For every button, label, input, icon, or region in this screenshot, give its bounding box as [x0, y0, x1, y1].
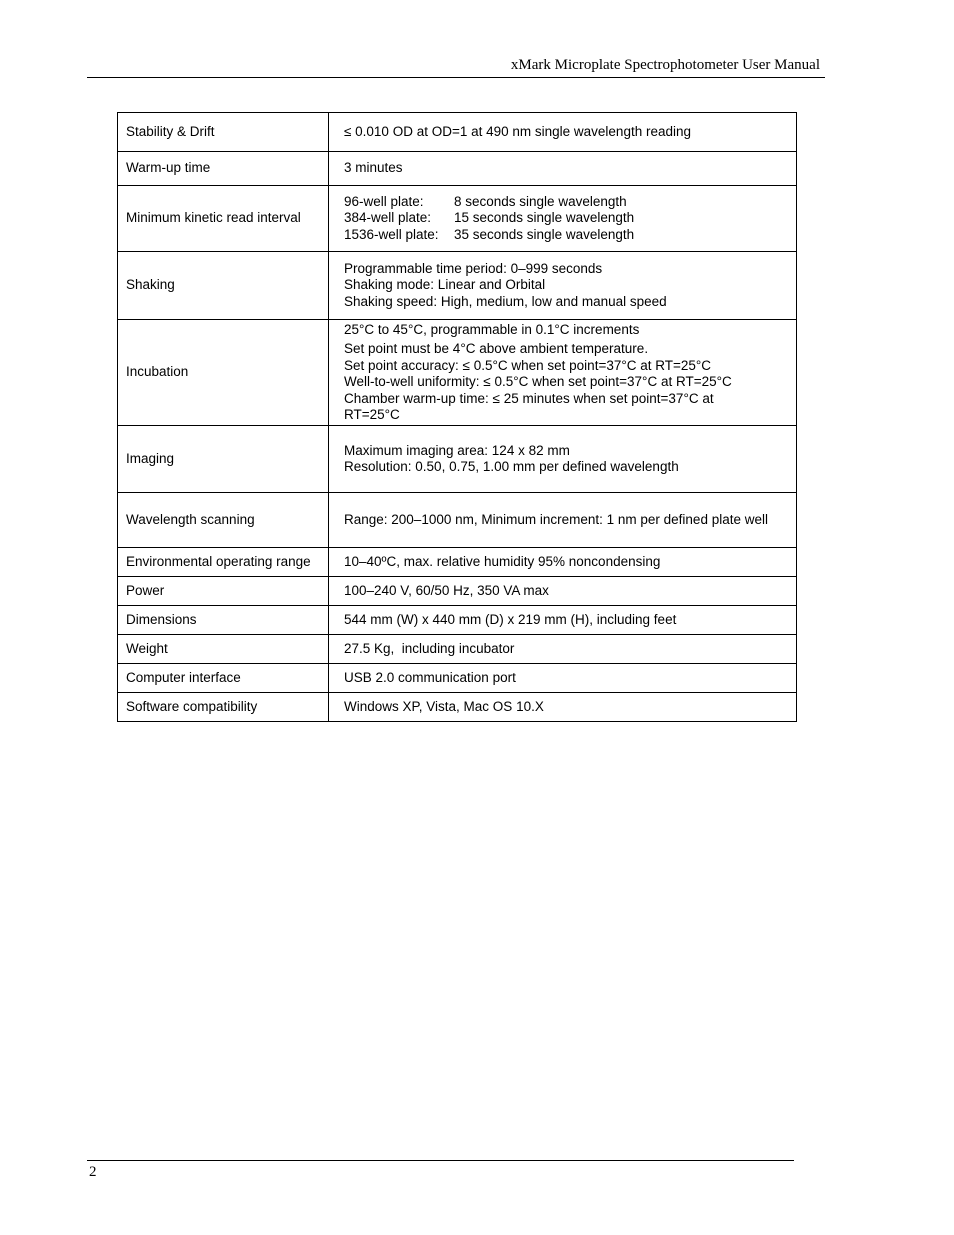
spec-value: 544 mm (W) x 440 mm (D) x 219 mm (H), including feet [329, 606, 797, 635]
plate-type: 384-well plate: [344, 210, 432, 226]
table-row [118, 606, 797, 635]
spec-value: Range: 200–1000 nm, Minimum increment: 1 nm per defined plate well [329, 493, 797, 548]
spec-label: Stability & Drift [118, 113, 329, 152]
spec-label: Warm-up time [118, 152, 329, 186]
spec-line: Well-to-well uniformity: ≤ 0.5°C when set point=37°C at RT=25°C [344, 374, 732, 389]
spec-value: 27.5 Kg, including incubator [329, 635, 797, 664]
table-row [118, 577, 797, 606]
spec-label: Dimensions [118, 606, 329, 635]
spec-line: Programmable time period: 0–999 seconds [344, 260, 603, 276]
table-row [118, 252, 797, 320]
spec-label: Weight [118, 635, 329, 664]
spec-line: Chamber warm-up time: ≤ 25 minutes when set point=37°C at [344, 390, 714, 406]
spec-label: Shaking [118, 252, 329, 320]
spec-value [329, 186, 797, 252]
table-row [118, 664, 797, 693]
kinetic-line [344, 210, 790, 227]
spec-value: 10–40ºC, max. relative humidity 95% noncondensing [329, 548, 797, 577]
spec-label: Power [118, 577, 329, 606]
table-row [118, 113, 797, 152]
spec-label: Computer interface [118, 664, 329, 693]
spec-value: ≤ 0.010 OD at OD=1 at 490 nm single wavelength reading [329, 113, 797, 152]
specifications-table [117, 112, 797, 722]
spec-value: 100–240 V, 60/50 Hz, 350 VA max [329, 577, 797, 606]
plate-type: 1536-well plate: [344, 226, 439, 242]
spec-line: Set point accuracy: ≤ 0.5°C when set point=37°C at RT=25°C [344, 357, 712, 373]
spec-value: Windows XP, Vista, Mac OS 10.X [329, 693, 797, 722]
spec-label: Wavelength scanning [118, 493, 329, 548]
spec-label: Software compatibility [118, 693, 329, 722]
spec-line: Shaking speed: High, medium, low and manual speed [344, 293, 667, 309]
kinetic-line [344, 194, 790, 211]
table-row [118, 548, 797, 577]
spec-label: Minimum kinetic read interval [118, 186, 329, 252]
spec-line: Resolution: 0.50, 0.75, 1.00 mm per defined wavelength [344, 459, 679, 474]
header-rule [87, 77, 825, 78]
spec-line: Set point must be 4°C above ambient temperature. [344, 341, 649, 356]
spec-value [329, 320, 797, 426]
spec-value: 3 minutes [329, 152, 797, 186]
spec-value: USB 2.0 communication port [329, 664, 797, 693]
kinetic-line [344, 227, 790, 244]
table-row [118, 152, 797, 186]
table-row [118, 186, 797, 252]
page-number: 2 [89, 1164, 97, 1180]
spec-line: Shaking mode: Linear and Orbital [344, 277, 546, 293]
footer-rule [87, 1160, 794, 1161]
spec-label: Imaging [118, 426, 329, 493]
spec-line: RT=25°C [344, 407, 400, 422]
read-interval: 15 seconds single wavelength [454, 210, 635, 226]
spec-line: Maximum imaging area: 124 x 82 mm [344, 442, 570, 458]
table-row [118, 693, 797, 722]
table-row [118, 426, 797, 493]
spec-label: Environmental operating range [118, 548, 329, 577]
spec-label: Incubation [118, 320, 329, 426]
table-row [118, 493, 797, 548]
read-interval: 35 seconds single wavelength [454, 226, 635, 242]
table-row [118, 320, 797, 426]
table-row [118, 635, 797, 664]
read-interval: 8 seconds single wavelength [454, 193, 627, 209]
spec-line: 25°C to 45°C, programmable in 0.1°C increments [344, 321, 640, 337]
spec-value [329, 252, 797, 320]
running-header: xMark Microplate Spectrophotometer User Manual [510, 57, 820, 73]
plate-type: 96-well plate: [344, 193, 424, 209]
spec-value [329, 426, 797, 493]
